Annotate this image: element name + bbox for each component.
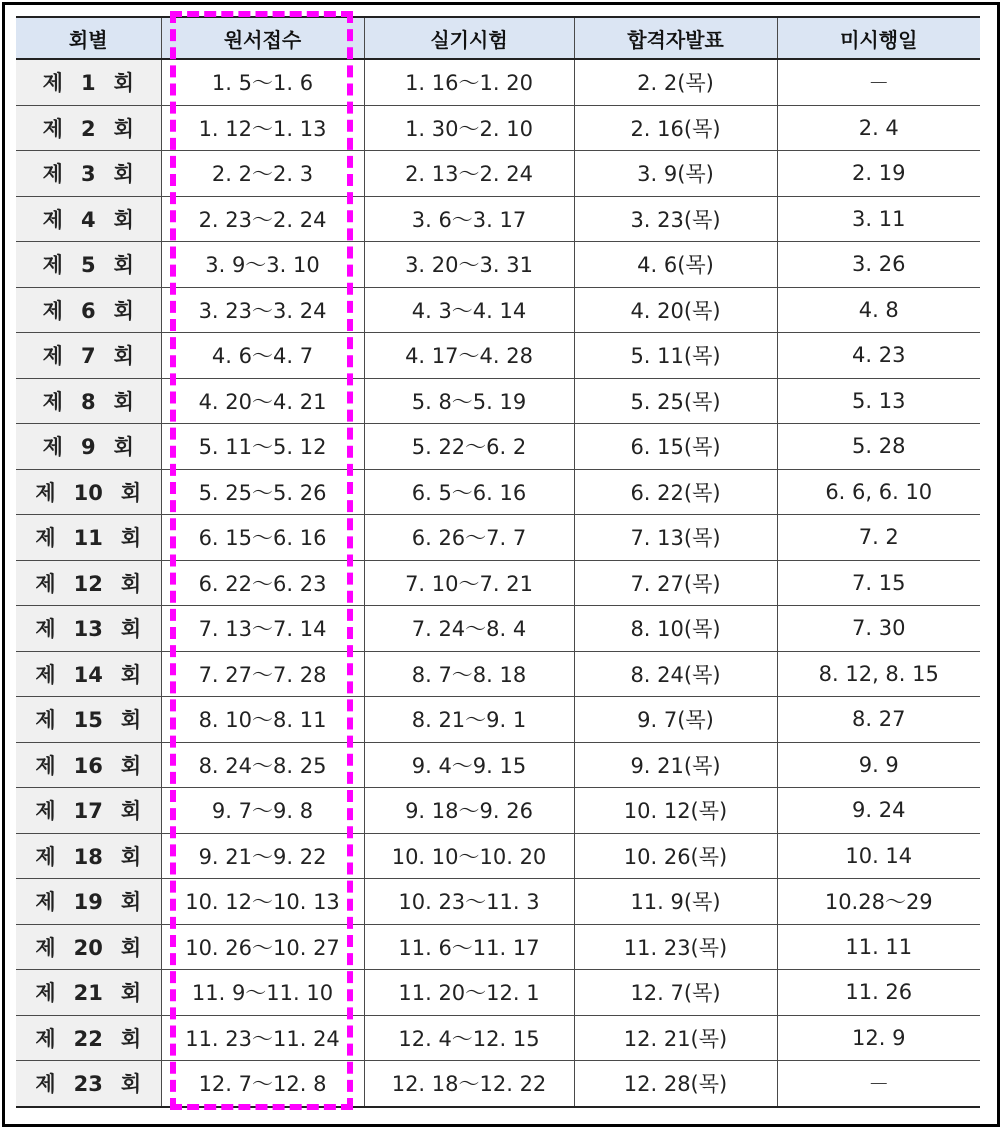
no-exam-date-cell: 11. 26: [777, 970, 980, 1016]
round-suffix: 회: [120, 571, 142, 596]
round-cell: [16, 1015, 161, 1061]
round-prefix: 제: [42, 344, 63, 369]
round-cell: [16, 697, 161, 743]
table-row: [16, 242, 980, 288]
result-cell: 7. 27(목): [574, 560, 777, 606]
round-suffix: 회: [113, 389, 134, 414]
round-prefix: 제: [35, 799, 56, 824]
table-row: [16, 1061, 980, 1107]
no-exam-date-cell: 7. 30: [777, 606, 980, 652]
exam-cell: 8. 21～9. 1: [364, 697, 574, 743]
no-exam-date-cell: 5. 28: [777, 424, 980, 470]
table-row: [16, 697, 980, 743]
application-cell: 5. 25～5. 26: [161, 469, 364, 515]
table-row: [16, 378, 980, 424]
round-number: 3: [80, 162, 96, 187]
table-row: [16, 970, 980, 1016]
round-suffix: 회: [120, 753, 142, 778]
application-cell: 2. 23～2. 24: [161, 196, 364, 242]
no-exam-date-cell: 11. 11: [777, 924, 980, 970]
exam-cell: 7. 10～7. 21: [364, 560, 574, 606]
header-exam: 실기시험: [364, 17, 574, 59]
no-exam-date-cell: 7. 15: [777, 560, 980, 606]
table-row: [16, 424, 980, 470]
header-round: 회별: [16, 17, 161, 59]
exam-cell: 11. 6～11. 17: [364, 924, 574, 970]
exam-cell: 6. 5～6. 16: [364, 469, 574, 515]
result-cell: 5. 25(목): [574, 378, 777, 424]
round-prefix: 제: [35, 753, 56, 778]
round-prefix: 제: [35, 480, 56, 505]
header-no-exam-date: 미시행일: [777, 17, 980, 59]
round-suffix: 회: [120, 617, 142, 642]
round-number: 21: [73, 981, 103, 1006]
table-row: [16, 151, 980, 197]
round-suffix: 회: [113, 207, 134, 232]
result-cell: 10. 26(목): [574, 833, 777, 879]
result-cell: 6. 15(목): [574, 424, 777, 470]
no-exam-date-cell: 4. 23: [777, 333, 980, 379]
round-prefix: 제: [42, 116, 63, 141]
result-cell: 5. 11(목): [574, 333, 777, 379]
exam-cell: 4. 3～4. 14: [364, 287, 574, 333]
header-application: 원서접수: [161, 17, 364, 59]
round-number: 1: [80, 71, 96, 96]
application-cell: 10. 26～10. 27: [161, 924, 364, 970]
round-prefix: 제: [35, 1072, 56, 1097]
round-cell: [16, 515, 161, 561]
application-cell: 7. 13～7. 14: [161, 606, 364, 652]
round-prefix: 제: [35, 981, 56, 1006]
application-cell: 6. 22～6. 23: [161, 560, 364, 606]
no-exam-date-cell: 10.28～29: [777, 879, 980, 925]
exam-cell: 6. 26～7. 7: [364, 515, 574, 561]
round-suffix: 회: [113, 71, 134, 96]
round-number: 12: [73, 571, 103, 596]
exam-cell: 3. 20～3. 31: [364, 242, 574, 288]
exam-schedule-table: [16, 16, 980, 1108]
result-cell: 11. 9(목): [574, 879, 777, 925]
result-cell: 12. 28(목): [574, 1061, 777, 1107]
round-prefix: 제: [35, 526, 56, 551]
round-prefix: 제: [35, 571, 56, 596]
round-cell: [16, 59, 161, 105]
no-exam-date-cell: 3. 26: [777, 242, 980, 288]
round-number: 6: [80, 298, 96, 323]
no-exam-date-cell: 9. 9: [777, 742, 980, 788]
exam-cell: 12. 4～12. 15: [364, 1015, 574, 1061]
round-number: 23: [73, 1072, 103, 1097]
round-number: 15: [73, 708, 103, 733]
round-prefix: 제: [35, 662, 56, 687]
round-suffix: 회: [113, 344, 134, 369]
table-row: [16, 105, 980, 151]
exam-cell: 7. 24～8. 4: [364, 606, 574, 652]
application-cell: 5. 11～5. 12: [161, 424, 364, 470]
application-cell: 9. 21～9. 22: [161, 833, 364, 879]
round-number: 20: [73, 935, 103, 960]
round-cell: [16, 742, 161, 788]
round-suffix: 회: [120, 1072, 142, 1097]
round-suffix: 회: [113, 435, 134, 460]
round-suffix: 회: [120, 799, 142, 824]
no-exam-date-cell: 5. 13: [777, 378, 980, 424]
round-cell: [16, 105, 161, 151]
application-cell: 6. 15～6. 16: [161, 515, 364, 561]
exam-cell: 1. 16～1. 20: [364, 59, 574, 105]
no-exam-date-cell: 4. 8: [777, 287, 980, 333]
application-cell: 8. 10～8. 11: [161, 697, 364, 743]
no-exam-date-cell: 2. 4: [777, 105, 980, 151]
round-cell: [16, 651, 161, 697]
round-suffix: 회: [120, 662, 142, 687]
round-cell: [16, 287, 161, 333]
round-cell: [16, 606, 161, 652]
round-number: 4: [80, 207, 96, 232]
round-prefix: 제: [35, 935, 56, 960]
no-exam-date-cell: 3. 11: [777, 196, 980, 242]
result-cell: 2. 2(목): [574, 59, 777, 105]
round-prefix: 제: [35, 617, 56, 642]
round-number: 16: [73, 753, 103, 778]
result-cell: 11. 23(목): [574, 924, 777, 970]
round-number: 7: [80, 344, 96, 369]
round-suffix: 회: [113, 116, 134, 141]
application-cell: 10. 12～10. 13: [161, 879, 364, 925]
exam-cell: 8. 7～8. 18: [364, 651, 574, 697]
exam-cell: 9. 4～9. 15: [364, 742, 574, 788]
round-cell: [16, 970, 161, 1016]
table-row: [16, 59, 980, 105]
round-cell: [16, 378, 161, 424]
round-prefix: 제: [35, 890, 56, 915]
table-row: [16, 515, 980, 561]
round-number: 9: [80, 435, 96, 460]
application-cell: 4. 20～4. 21: [161, 378, 364, 424]
round-prefix: 제: [35, 1026, 56, 1051]
result-cell: 8. 24(목): [574, 651, 777, 697]
round-suffix: 회: [120, 480, 142, 505]
exam-cell: 3. 6～3. 17: [364, 196, 574, 242]
header-row: [16, 17, 980, 59]
result-cell: 10. 12(목): [574, 788, 777, 834]
round-number: 19: [73, 890, 103, 915]
result-cell: 3. 23(목): [574, 196, 777, 242]
table-row: [16, 287, 980, 333]
round-cell: [16, 788, 161, 834]
table-row: [16, 1015, 980, 1061]
application-cell: 2. 2～2. 3: [161, 151, 364, 197]
table-row: [16, 196, 980, 242]
result-cell: 4. 20(목): [574, 287, 777, 333]
result-cell: 9. 7(목): [574, 697, 777, 743]
exam-cell: 12. 18～12. 22: [364, 1061, 574, 1107]
result-cell: 9. 21(목): [574, 742, 777, 788]
round-cell: [16, 196, 161, 242]
table-row: [16, 742, 980, 788]
round-number: 11: [73, 526, 103, 551]
no-exam-date-cell: 10. 14: [777, 833, 980, 879]
table-row: [16, 560, 980, 606]
round-suffix: 회: [120, 844, 142, 869]
round-cell: [16, 424, 161, 470]
application-cell: 11. 23～11. 24: [161, 1015, 364, 1061]
round-cell: [16, 242, 161, 288]
round-suffix: 회: [120, 981, 142, 1006]
result-cell: 3. 9(목): [574, 151, 777, 197]
round-prefix: 제: [42, 207, 63, 232]
table-row: [16, 469, 980, 515]
no-exam-date-cell: －: [777, 59, 980, 105]
application-cell: 11. 9～11. 10: [161, 970, 364, 1016]
round-prefix: 제: [35, 708, 56, 733]
table-row: [16, 788, 980, 834]
application-cell: 8. 24～8. 25: [161, 742, 364, 788]
no-exam-date-cell: 8. 27: [777, 697, 980, 743]
no-exam-date-cell: 6. 6, 6. 10: [777, 469, 980, 515]
round-cell: [16, 1061, 161, 1107]
round-number: 8: [80, 389, 96, 414]
application-cell: 3. 9～3. 10: [161, 242, 364, 288]
round-number: 5: [80, 253, 96, 278]
round-cell: [16, 333, 161, 379]
round-cell: [16, 151, 161, 197]
table-row: [16, 833, 980, 879]
no-exam-date-cell: 12. 9: [777, 1015, 980, 1061]
round-suffix: 회: [120, 1026, 142, 1051]
application-cell: 3. 23～3. 24: [161, 287, 364, 333]
round-cell: [16, 560, 161, 606]
exam-cell: 10. 23～11. 3: [364, 879, 574, 925]
application-cell: 1. 5～1. 6: [161, 59, 364, 105]
round-cell: [16, 833, 161, 879]
round-suffix: 회: [113, 162, 134, 187]
result-cell: 2. 16(목): [574, 105, 777, 151]
result-cell: 12. 7(목): [574, 970, 777, 1016]
round-prefix: 제: [42, 435, 63, 460]
exam-cell: 11. 20～12. 1: [364, 970, 574, 1016]
exam-cell: 1. 30～2. 10: [364, 105, 574, 151]
round-prefix: 제: [42, 71, 63, 96]
round-prefix: 제: [35, 844, 56, 869]
no-exam-date-cell: －: [777, 1061, 980, 1107]
round-suffix: 회: [120, 935, 142, 960]
round-number: 2: [80, 116, 96, 141]
exam-cell: 9. 18～9. 26: [364, 788, 574, 834]
round-suffix: 회: [120, 890, 142, 915]
table-row: [16, 606, 980, 652]
application-cell: 4. 6～4. 7: [161, 333, 364, 379]
header-result: 합격자발표: [574, 17, 777, 59]
round-suffix: 회: [113, 253, 134, 278]
round-suffix: 회: [120, 526, 142, 551]
round-cell: [16, 879, 161, 925]
round-prefix: 제: [42, 162, 63, 187]
table-row: [16, 879, 980, 925]
table-row: [16, 651, 980, 697]
table-row: [16, 924, 980, 970]
application-cell: 12. 7～12. 8: [161, 1061, 364, 1107]
round-number: 13: [73, 617, 103, 642]
result-cell: 8. 10(목): [574, 606, 777, 652]
round-prefix: 제: [42, 389, 63, 414]
exam-cell: 5. 8～5. 19: [364, 378, 574, 424]
result-cell: 12. 21(목): [574, 1015, 777, 1061]
round-number: 22: [73, 1026, 103, 1051]
application-cell: 1. 12～1. 13: [161, 105, 364, 151]
round-suffix: 회: [113, 298, 134, 323]
round-prefix: 제: [42, 253, 63, 278]
result-cell: 4. 6(목): [574, 242, 777, 288]
application-cell: 7. 27～7. 28: [161, 651, 364, 697]
round-cell: [16, 469, 161, 515]
round-number: 14: [73, 662, 103, 687]
no-exam-date-cell: 9. 24: [777, 788, 980, 834]
round-suffix: 회: [120, 708, 142, 733]
round-prefix: 제: [42, 298, 63, 323]
exam-cell: 10. 10～10. 20: [364, 833, 574, 879]
round-number: 10: [73, 480, 103, 505]
round-number: 18: [73, 844, 103, 869]
no-exam-date-cell: 8. 12, 8. 15: [777, 651, 980, 697]
exam-cell: 5. 22～6. 2: [364, 424, 574, 470]
round-cell: [16, 924, 161, 970]
result-cell: 6. 22(목): [574, 469, 777, 515]
no-exam-date-cell: 2. 19: [777, 151, 980, 197]
application-cell: 9. 7～9. 8: [161, 788, 364, 834]
table-row: [16, 333, 980, 379]
round-number: 17: [73, 799, 103, 824]
exam-cell: 2. 13～2. 24: [364, 151, 574, 197]
exam-cell: 4. 17～4. 28: [364, 333, 574, 379]
no-exam-date-cell: 7. 2: [777, 515, 980, 561]
result-cell: 7. 13(목): [574, 515, 777, 561]
